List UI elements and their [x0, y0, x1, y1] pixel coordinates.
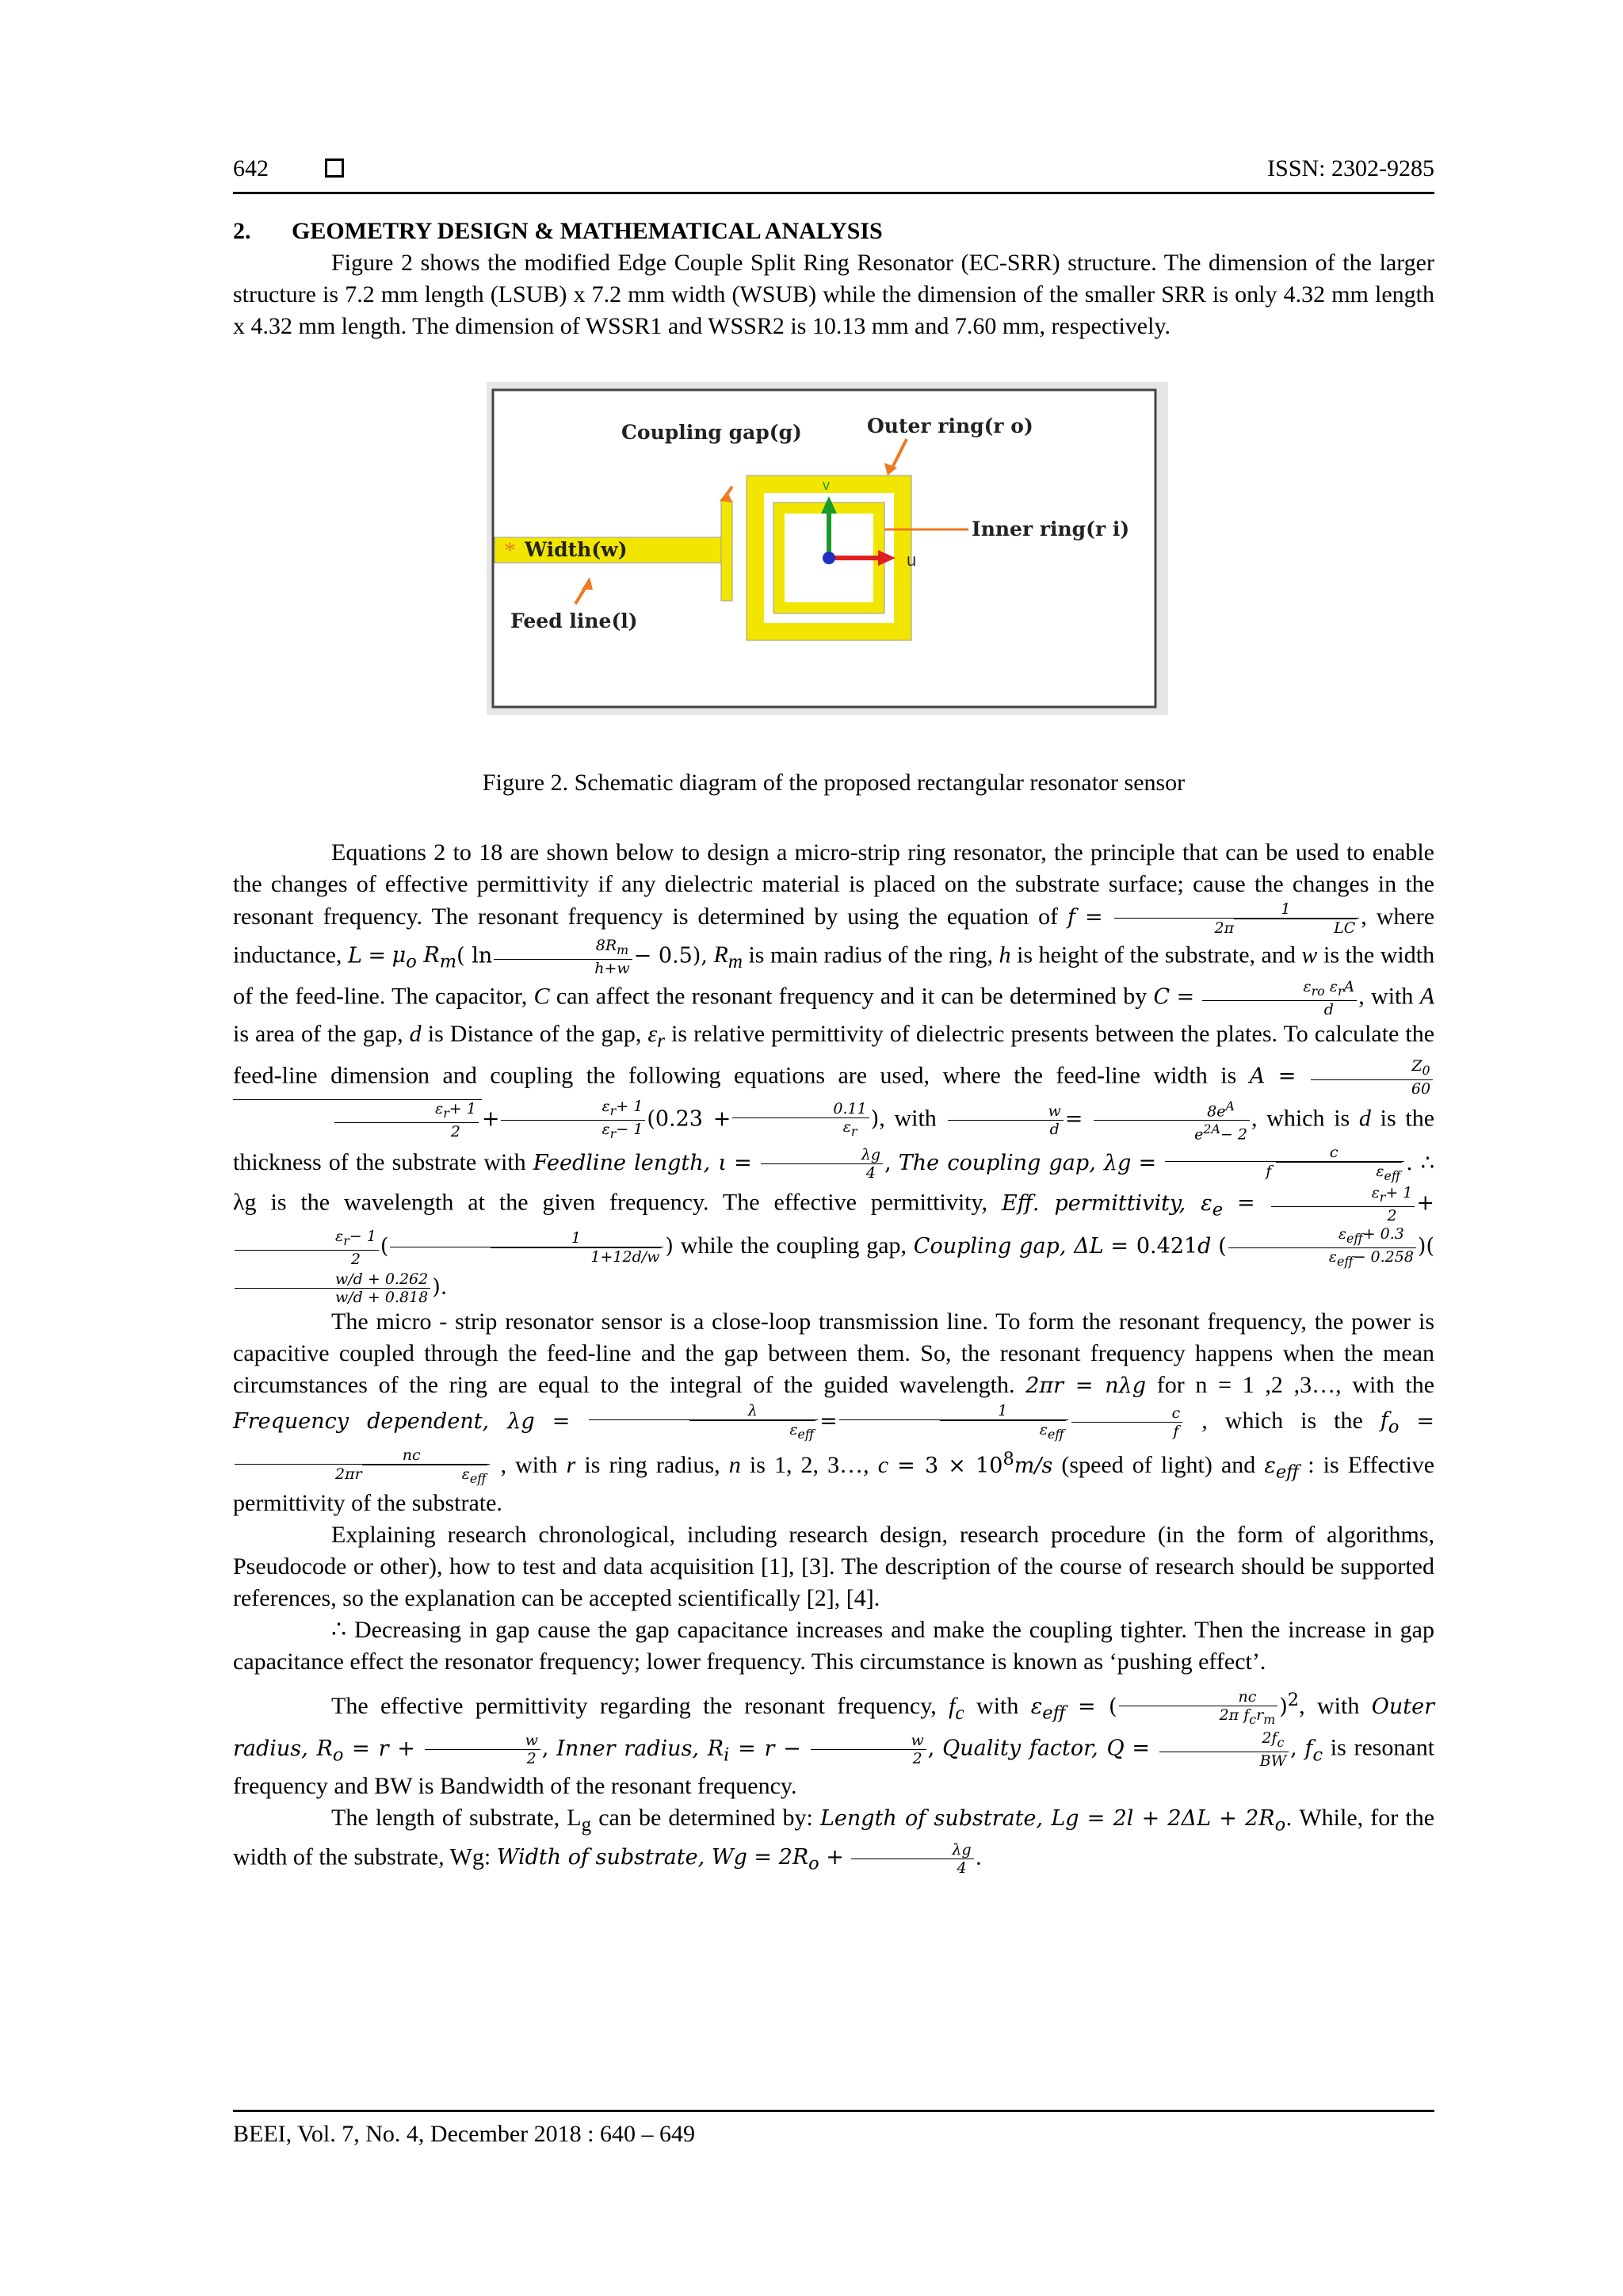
section-number: 2.: [233, 218, 251, 244]
figure-caption: Figure 2. Schematic diagram of the proposed rectangular resonator sensor: [482, 770, 1186, 796]
footer-rule: [233, 2110, 1434, 2112]
origin-dot: [823, 552, 835, 564]
paragraph-transmission-line: The micro - strip resonator sensor is a close-loop transmission line. To form the resonant frequency, the power is capacitive coupled through the feed-line and the gap between them. So, the resonant frequency happens when the mean circumstances of the ring are equal to the integral of the guided wavelength. 2πr = nλg for n = 1 ,2 ,3…, with the Frequency dependent, λg = $\frac{\lambda}{\varepsilon_{eff}}$ = $\frac{1}{\varepsilon_{eff}}$ $\frac{c}{f}$ , which is the $f_o$ = $\frac{nc}{2\pi r \varepsilon_{eff}}$ , with r is ring radius, n is 1, 2, 3…, $c = 3 \times 10^8m/s$ (speed of light) and $\varepsilon_{eff}$ : is Effective permittivity of the substrate.: [233, 1308, 1435, 1517]
article-body: [233, 216, 1434, 1880]
feed-line-label: Feed line(l): [510, 609, 638, 632]
paragraph-pushing-effect: ∴ Decreasing in gap cause the gap capacitance increases and make the coupling tighter. Then the increase in gap capacitance effect the resonator frequency; lower frequency. This circumstance is known as ‘pushing effect’.: [233, 1617, 1434, 1675]
figure-2: [233, 382, 1434, 796]
width-label: Width(w): [525, 538, 628, 561]
feed-stub: [721, 501, 732, 601]
header-rule: [233, 192, 1434, 194]
paragraph-effective-permittivity: The effective permittivity regarding the resonant frequency, $f_c$ with $\varepsilon_{eff}$ = ( $\frac{nc}{2\pi f_cr_m}$ )$^2$, with Outer radius, $R_o = r$ + $\frac{w}{2}$ , Inner radius, $R_i = r$ − $\frac{w}{2}$ , Quality factor, Q = $\frac{2f_c}{BW}$ , $f_c$ is resonant frequency and BW is Bandwidth of the resonant frequency.: [233, 1687, 1435, 1799]
asterisk-marker: *: [504, 537, 516, 563]
v-axis-label: v: [823, 477, 830, 493]
paragraph-equations: Equations 2 to 18 are shown below to design a micro-strip ring resonator, the principle that can be used to enable the changes of effective permittivity if any dielectric material is placed on the substrate surface; cause the changes in the resonant frequency. The resonant frequency is determined by using the equation of f = $\frac{1}{\text{2π LC}}$ , where inductance, $L = \mu_o$ $R_m$( ln $\frac{8R_m}{h+w}$ − 0.5), $R_m$ is main radius of the ring, h is height of the substrate, and w is the width of the feed-line. The capacitor, C can affect the resonant frequency and it can be determined by C = $\frac{\varepsilon_{ro} \varepsilon_rA}{d}$ , with A is area of the gap, d is Distance of the gap, $\varepsilon_r$ is relative permittivity of dielectric presents between the plates. To calculate the feed-line dimension and coupling the following equations are used, where the feed-line width is A = $\frac{Z_0}{60}$ $\frac{\varepsilon_r+ 1}{2}$ + $\frac{\varepsilon_r+ 1}{\varepsilon_r- 1}$ (0.23 + $\frac{0.11}{\varepsilon_r}$ ), with $\frac{w}{d}$ = $\frac{8e^A}{e^{2A}- 2}$ , which is d is the thickness of the substrate with Feedline length, ι = $\frac{\lambda g}{4}$ , The coupling gap, λg = $\frac{c}{f \varepsilon_{eff}}$ . ∴ λg is the wavelength at the given frequency. The effective permittivity, Eff. permittivity, $\varepsilon_e$ = $\frac{\varepsilon_r+ 1}{2}$ + $\frac{\varepsilon_r- 1}{2}$ ( $\frac{1}{1+12d/w}$ ) while the coupling gap, Coupling gap, ΔL = 0.421d ( $\frac{\varepsilon_{eff}+ 0.3}{\varepsilon_{eff}- 0.258}$ )( $\frac{w/d + 0.262}{w/d + 0.818}$ ).: [233, 839, 1435, 1306]
resonator-schematic: [487, 382, 1168, 715]
issn: ISSN: 2302-9285: [1267, 155, 1434, 181]
outer-ring-label: Outer ring(r o): [867, 415, 1033, 437]
running-footer: BEEI, Vol. 7, No. 4, December 2018 : 640 – 649: [233, 2121, 695, 2147]
paragraph-intro: Figure 2 shows the modified Edge Couple Split Ring Resonator (EC-SRR) structure. The dimension of the larger structure is 7.2 mm length (LSUB) x 7.2 mm width (WSUB) while the dimension of the smaller SRR is only 4.32 mm length x 4.32 mm length. The dimension of WSSR1 and WSSR2 is 10.13 mm and 7.60 mm, respectively.: [233, 250, 1434, 339]
inner-ring-label: Inner ring(r i): [972, 518, 1130, 541]
paragraph-research: Explaining research chronological, including research design, research procedure (in the form of algorithms, Pseudocode or other), how to test and data acquisition [1], [3]. The description of the course of research should be supported references, so the explanation can be accepted scientifically [2], [4].: [233, 1522, 1434, 1612]
paragraph-substrate-dimensions: The length of substrate, $L_g$ can be determined by: Length of substrate, $Lg = 2l + 2\Delta L + 2R_o$. While, for the width of the substrate, Wg: Width of substrate, $Wg = 2R_o$ + $\frac{\lambda g}{4}$ .: [233, 1804, 1435, 1877]
checkbox-glyph-icon: [325, 159, 344, 178]
section-heading: [233, 216, 1434, 247]
coupling-gap-label: Coupling gap(g): [621, 421, 802, 444]
section-title: GEOMETRY DESIGN & MATHEMATICAL ANALYSIS: [292, 218, 883, 244]
running-header: [233, 155, 1434, 195]
page-number: 642: [233, 155, 269, 181]
figure-image: [487, 382, 1168, 715]
u-axis-label: u: [907, 550, 917, 570]
